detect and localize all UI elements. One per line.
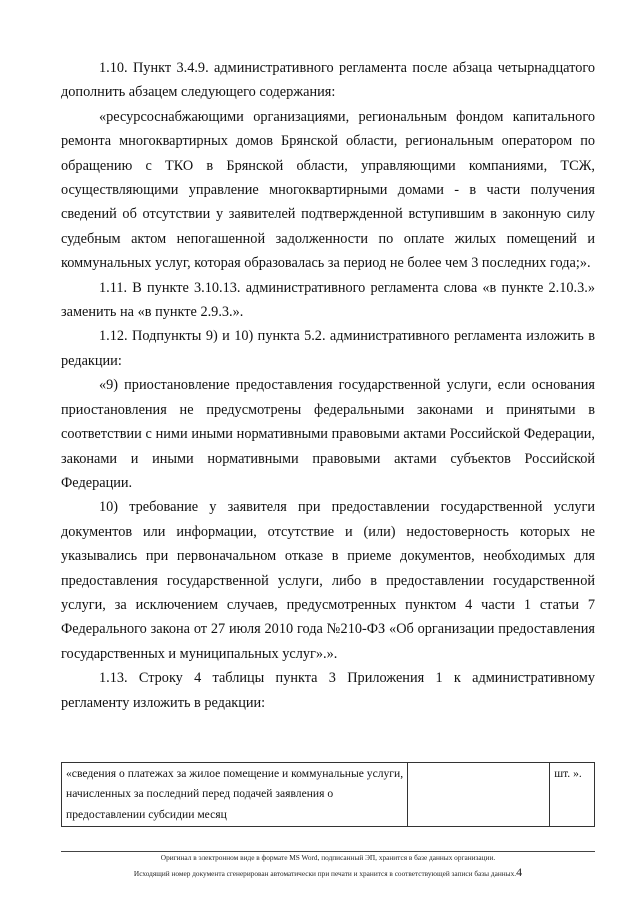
- paragraph-1-11: 1.11. В пункте 3.10.13. административного регламента слова «в пункте 2.10.3.» заменить на «в пункте 2.9.3.».: [61, 279, 595, 321]
- paragraph-1-12: 1.12. Подпункты 9) и 10) пункта 5.2. административного регламента изложить в редакции:: [61, 328, 595, 369]
- table-cell-description: «сведения о платежах за жилое помещение и коммунальные услуги, начисленных за последний перед подачей заявления о предоставлении субсидии месяц: [62, 763, 408, 827]
- table-row: [62, 763, 595, 827]
- paragraph-subitem-10: 10) требование у заявителя при предоставлении государственной услуги документов или информации, отсутствие и (или) недостоверность которых не указывались при первоначальном отказе в приеме документов, необходимых для предоставления государственной услуги, либо в предоставлении государственной услуги, за исключением случаев, предусмотренных пунктом 4 части 1 статьи 7 Федерального закона от 27 июля 2010 года №210-ФЗ «Об организации предоставления государственных и муниципальных услуг».».: [61, 499, 595, 662]
- paragraph-quote-resource: «ресурсоснабжающими организациями, региональным фондом капитального ремонта многоквартирных домов Брянской области, региональным оператором по обращению с ТКО в Брянской области, управляющими компаниями, ТСЖ, осуществляющими управление многоквартирными домами - в части получения сведений об отсутствии у заявителей подтвержденной вступившим в законную силу судебным актом непогашенной задолженности по оплате жилых помещений и коммунальных услуг, которая образовалась за период не более чем 3 последних года;».: [61, 108, 595, 272]
- table-cell-empty: [408, 763, 550, 827]
- table-cell-unit: шт. ».: [550, 763, 595, 827]
- footer-original-note: Оригинал в электронном виде в формате MS Word, подписанный ЭП, хранится в базе данных организации.: [160, 853, 496, 862]
- document-body: [61, 56, 595, 715]
- paragraph-1-10: 1.10. Пункт 3.4.9. административного регламента после абзаца четырнадцатого дополнить абзацем следующего содержания:: [61, 60, 595, 101]
- paragraph-subitem-9: «9) приостановление предоставления государственной услуги, если основания приостановления не предусмотрены федеральными законами и принятыми в соответствии с ними иными нормативными правовыми актами Российской Федерации, законами и иными нормативными правовыми актами субъектов Российской Федерации.: [61, 377, 595, 491]
- footer-number-note: [61, 867, 595, 879]
- amendment-table: [61, 762, 595, 827]
- page-number: 4: [516, 865, 523, 879]
- footer-divider: [61, 851, 595, 852]
- paragraph-1-13: 1.13. Строку 4 таблицы пункта 3 Приложения 1 к административному регламенту изложить в редакции:: [61, 670, 595, 711]
- footer-number-note-text: Исходящий номер документа сгенерирован автоматически при печати и хранится в соответствующей записи базы данных.: [133, 869, 517, 878]
